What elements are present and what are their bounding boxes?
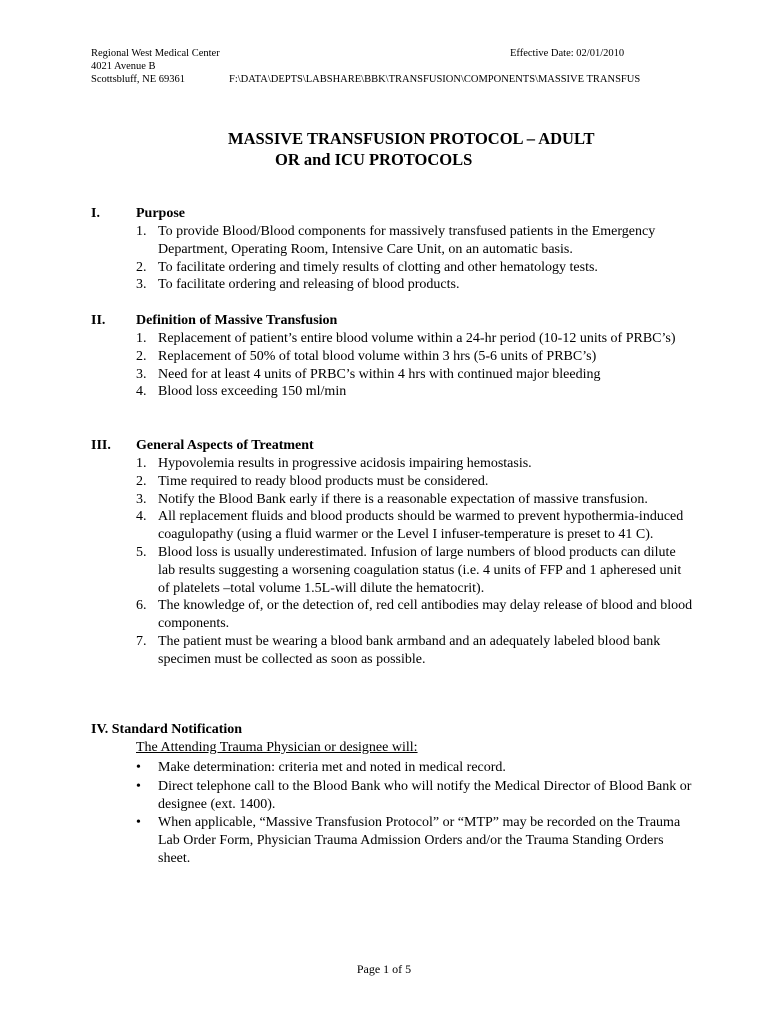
item-number: 1. bbox=[136, 224, 147, 239]
item-text: All replacement fluids and blood products should be warmed to prevent hypothermia-induced coagulopathy (using a fluid warmer or the Level I infuser-temperature is preset to 41 C). bbox=[158, 509, 684, 543]
item-text: Replacement of 50% of total blood volume within 3 hrs (5-6 units of PRBC’s) bbox=[158, 348, 597, 364]
item-text: When applicable, “Massive Transfusion Protocol” or “MTP” may be recorded on the Trauma Lab Order Form, Physician Trauma Admission Orders and/or the Trauma Standing Orders sheet. bbox=[158, 815, 681, 866]
list-item bbox=[136, 383, 696, 401]
list-item bbox=[136, 473, 696, 491]
list-item bbox=[136, 455, 696, 473]
section-numeral: III. bbox=[91, 438, 111, 453]
list-item bbox=[136, 366, 696, 384]
header-city: Scottsbluff, NE 69361 bbox=[91, 74, 186, 85]
section-heading: Definition of Massive Transfusion bbox=[136, 313, 338, 328]
list-item bbox=[136, 508, 696, 544]
definition-list bbox=[136, 330, 696, 401]
notification-intro: The Attending Trauma Physician or designee will: bbox=[136, 740, 418, 755]
list-item bbox=[136, 814, 696, 867]
item-number: 4. bbox=[136, 384, 147, 400]
item-number: 1. bbox=[136, 456, 147, 471]
item-number: 2. bbox=[136, 473, 147, 489]
item-number: 5. bbox=[136, 544, 147, 560]
item-number: 7. bbox=[136, 633, 147, 649]
item-text: Make determination: criteria met and noted in medical record. bbox=[158, 760, 506, 775]
section-numeral: I. bbox=[91, 206, 100, 221]
item-text: The knowledge of, or the detection of, red cell antibodies may delay release of blood and blood components. bbox=[158, 598, 693, 632]
item-text: Time required to ready blood products must be considered. bbox=[158, 473, 489, 489]
item-text: Blood loss exceeding 150 ml/min bbox=[158, 384, 347, 400]
treatment-list bbox=[136, 455, 696, 669]
section-numeral: II. bbox=[91, 313, 106, 328]
item-text: To facilitate ordering and timely results of clotting and other hematology tests. bbox=[158, 259, 598, 275]
list-item bbox=[136, 759, 696, 777]
document-title: MASSIVE TRANSFUSION PROTOCOL – ADULT bbox=[228, 129, 595, 148]
document-subtitle: OR and ICU PROTOCOLS bbox=[275, 150, 473, 169]
bullet-icon: • bbox=[136, 815, 141, 831]
list-item bbox=[136, 259, 696, 277]
item-text: To provide Blood/Blood components for massively transfused patients in the Emergency Department, Operating Room, Intensive Care Unit, on an automatic basis. bbox=[158, 224, 656, 257]
list-item bbox=[136, 544, 696, 597]
header-file-path: F:\DATA\DEPTS\LABSHARE\BBK\TRANSFUSION\COMPONENTS\MASSIVE TRANSFUS bbox=[229, 74, 641, 85]
item-text: Need for at least 4 units of PRBC’s within 4 hrs with continued major bleeding bbox=[158, 366, 601, 382]
list-item bbox=[136, 597, 696, 633]
bullet-icon: • bbox=[136, 778, 141, 794]
header-address: 4021 Avenue B bbox=[91, 61, 156, 72]
item-text: Direct telephone call to the Blood Bank who will notify the Medical Director of Blood Bank or designee (ext. 1400). bbox=[158, 778, 692, 812]
item-number: 6. bbox=[136, 598, 147, 614]
item-number: 2. bbox=[136, 348, 147, 364]
header-organization: Regional West Medical Center bbox=[91, 48, 220, 59]
list-item bbox=[136, 633, 696, 669]
list-item bbox=[136, 348, 696, 366]
list-item bbox=[136, 276, 696, 294]
section-heading: IV. Standard Notification bbox=[91, 722, 243, 737]
item-text: Replacement of patient’s entire blood volume within a 24-hr period (10-12 units of PRBC’s) bbox=[158, 331, 676, 346]
list-item bbox=[136, 223, 696, 259]
item-number: 2. bbox=[136, 259, 147, 275]
header-effective-date: Effective Date: 02/01/2010 bbox=[510, 48, 625, 59]
item-text: Blood loss is usually underestimated. Infusion of large numbers of blood products can dilute lab results suggesting a worsening coagulation status (i.e. 4 units of FFP and 1 apheresed unit of platelets –total volume 1.5L-will dilute the hematocrit). bbox=[158, 544, 682, 596]
list-item bbox=[136, 330, 696, 348]
page-number: Page 1 of 5 bbox=[356, 962, 412, 976]
item-number: 4. bbox=[136, 509, 147, 525]
item-number: 3. bbox=[136, 366, 147, 382]
list-item bbox=[136, 778, 696, 814]
notification-list bbox=[136, 759, 696, 869]
item-text: Notify the Blood Bank early if there is a reasonable expectation of massive transfusion. bbox=[158, 491, 648, 507]
item-number: 3. bbox=[136, 491, 147, 507]
purpose-list bbox=[136, 223, 696, 294]
item-number: 1. bbox=[136, 331, 147, 346]
bullet-icon: • bbox=[136, 760, 141, 775]
list-item bbox=[136, 491, 696, 509]
section-heading: Purpose bbox=[136, 206, 185, 221]
item-number: 3. bbox=[136, 277, 147, 293]
item-text: To facilitate ordering and releasing of blood products. bbox=[158, 277, 460, 293]
item-text: The patient must be wearing a blood bank armband and an adequately labeled blood bank specimen must be collected as soon as possible. bbox=[158, 633, 661, 667]
section-heading: General Aspects of Treatment bbox=[136, 438, 314, 453]
item-text: Hypovolemia results in progressive acidosis impairing hemostasis. bbox=[158, 456, 532, 471]
